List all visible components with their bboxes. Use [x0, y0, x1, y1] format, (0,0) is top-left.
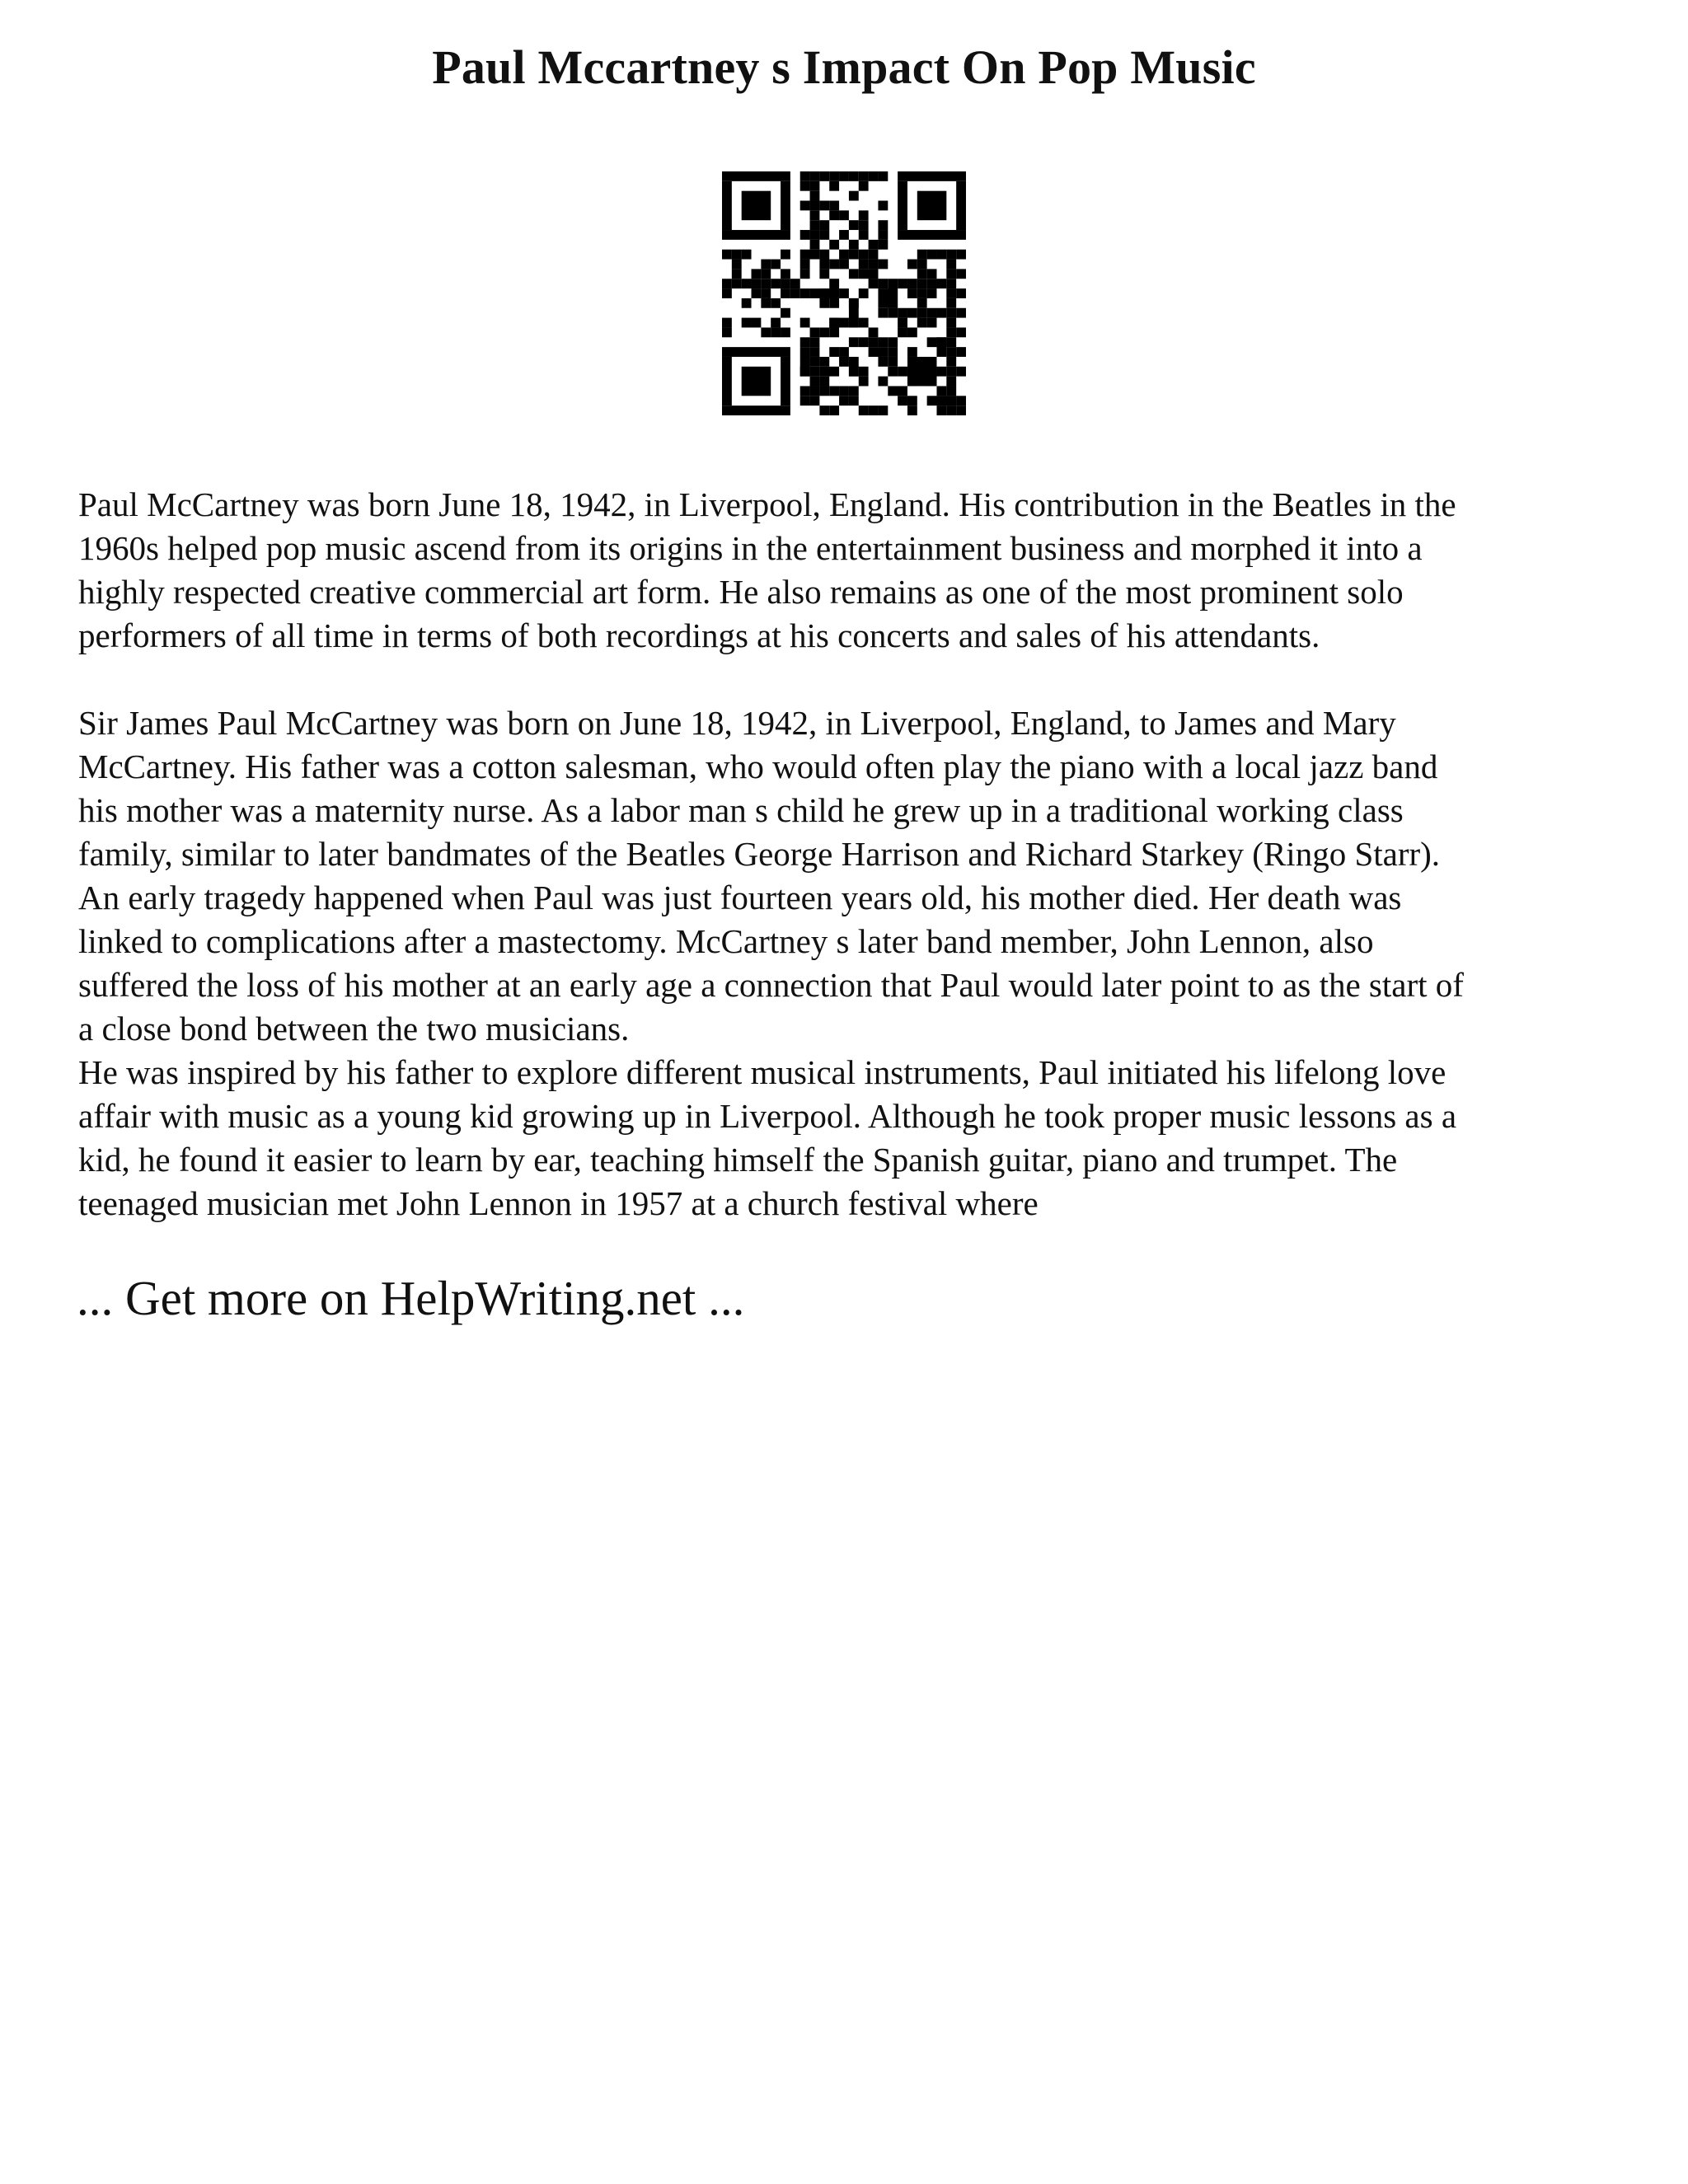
- qr-module: [849, 171, 859, 181]
- helpwriting-link[interactable]: ... Get more on HelpWriting.net ...: [77, 1271, 745, 1325]
- qr-module: [859, 337, 869, 347]
- qr-module: [810, 386, 820, 396]
- qr-module: [878, 279, 888, 288]
- qr-module: [849, 386, 859, 396]
- body-paragraph-1: Paul McCartney was born June 18, 1942, in Liverpool, England. His contribution in the Beatles in the 1960s helped pop music ascend from its origins in the entertainment business and morphed it into a highly respected creative commercial art form. He also remains as one of the most prominent solo performers of all time in terms of both recordings at his concerts and sales of his attendants.: [78, 485, 1456, 654]
- qr-module: [907, 347, 917, 357]
- qr-module: [819, 250, 829, 269]
- qr-module: [732, 260, 742, 269]
- qr-module: [781, 279, 790, 288]
- qr-module: [771, 298, 781, 308]
- qr-module: [800, 260, 810, 269]
- qr-module: [878, 171, 888, 181]
- qr-module: [936, 250, 946, 260]
- qr-module: [810, 201, 820, 211]
- qr-module: [752, 288, 762, 298]
- qr-module: [946, 327, 956, 337]
- qr-finder-top-right: [898, 230, 966, 240]
- qr-module: [761, 279, 771, 288]
- qr-module: [761, 269, 771, 279]
- qr-module: [829, 386, 839, 396]
- qr-module: [869, 171, 879, 181]
- qr-module: [859, 367, 869, 377]
- qr-module: [888, 357, 898, 367]
- qr-module: [810, 181, 820, 191]
- qr-module: [878, 260, 888, 269]
- qr-module: [829, 181, 839, 191]
- qr-module: [761, 260, 771, 269]
- qr-module: [878, 308, 888, 318]
- qr-module: [819, 377, 829, 387]
- qr-module: [859, 260, 869, 269]
- qr-finder-top-left: [722, 171, 790, 181]
- qr-module: [800, 230, 810, 240]
- qr-module: [839, 396, 849, 405]
- qr-module: [917, 279, 927, 288]
- qr-finder-top-right: [956, 181, 966, 230]
- qr-module: [946, 250, 956, 260]
- qr-module: [859, 230, 869, 240]
- qr-module: [839, 230, 849, 240]
- qr-module: [839, 210, 849, 220]
- qr-module: [936, 386, 946, 396]
- qr-module: [859, 288, 869, 298]
- qr-module: [752, 318, 762, 328]
- qr-module: [888, 337, 898, 347]
- body-paragraph-3: He was inspired by his father to explore different musical instruments, Paul initiated his lifelong love affair with music as a young kid growing up in Liverpool. Although he took proper music lessons as a kid, he found it easier to learn by ear, teaching himself the Spanish guitar, piano and trumpet. The teenaged musician met John Lennon in 1957 at a church festival where: [78, 1053, 1457, 1222]
- qr-module: [849, 250, 859, 260]
- qr-module: [781, 269, 790, 279]
- qr-module: [781, 308, 790, 318]
- qr-module: [946, 367, 956, 377]
- qr-module: [956, 405, 966, 415]
- qr-module: [956, 288, 966, 298]
- qr-module: [819, 298, 829, 308]
- qr-module: [771, 327, 781, 337]
- qr-module: [917, 298, 927, 308]
- qr-code-graphic: [722, 171, 966, 415]
- qr-finder-bottom-left: [742, 367, 771, 396]
- qr-module: [936, 279, 946, 288]
- qr-code-icon[interactable]: [722, 171, 966, 415]
- qr-module: [878, 220, 888, 230]
- qr-module: [849, 191, 859, 201]
- qr-module: [742, 250, 752, 260]
- qr-module: [859, 405, 869, 415]
- qr-module: [956, 250, 966, 260]
- qr-module: [898, 318, 907, 328]
- qr-module: [752, 269, 762, 279]
- qr-module: [917, 288, 927, 298]
- qr-module: [829, 298, 839, 308]
- qr-module: [946, 318, 956, 328]
- qr-module: [839, 288, 849, 298]
- qr-module: [722, 318, 732, 328]
- qr-module: [800, 181, 810, 191]
- qr-module: [839, 357, 849, 367]
- qr-module: [819, 327, 829, 337]
- qr-module: [829, 171, 839, 181]
- qr-module: [810, 220, 820, 230]
- qr-module: [829, 347, 839, 357]
- qr-module: [878, 337, 888, 347]
- qr-module: [800, 250, 820, 260]
- qr-module: [917, 318, 927, 328]
- qr-module: [869, 337, 879, 347]
- qr-module: [936, 308, 946, 318]
- qr-module: [888, 279, 898, 288]
- qr-module: [810, 210, 820, 220]
- qr-module: [859, 269, 879, 279]
- document-body: [78, 483, 1628, 1226]
- qr-module: [946, 377, 956, 387]
- qr-module: [907, 308, 917, 318]
- document-title: Paul Mccartney s Impact On Pop Music: [432, 40, 1256, 94]
- qr-module: [781, 288, 790, 298]
- body-paragraph-2: Sir James Paul McCartney was born on June 18, 1942, in Liverpool, England, to James and Mary McCartney. His father was a cotton salesman, who would often play the piano with a local jazz band his mother was a maternity nurse. As a labor man s child he grew up in a traditional working class family, similar to later bandmates of the Beatles George Harrison and Richard Starkey (Ringo Starr). An early tragedy happened when Paul was just fourteen years old, his mother died. Her death was linked to complications after a mastectomy. McCartney s later band member, John Lennon, also suffered the loss of his mother at an early age a connection that Paul would later point to as the start of a close bond between the two musicians.: [78, 704, 1464, 1047]
- qr-module: [722, 288, 732, 298]
- qr-module: [771, 260, 781, 269]
- qr-module: [917, 308, 927, 318]
- qr-module: [849, 357, 859, 377]
- qr-module: [790, 279, 800, 288]
- qr-module: [781, 327, 790, 337]
- qr-module: [907, 357, 937, 387]
- qr-module: [946, 298, 956, 308]
- qr-module: [839, 347, 849, 357]
- qr-module: [829, 210, 839, 220]
- qr-module: [956, 308, 966, 318]
- qr-module: [819, 230, 829, 240]
- qr-module: [849, 240, 859, 250]
- qr-module: [946, 288, 956, 298]
- qr-module: [927, 308, 937, 318]
- qr-module: [849, 337, 859, 347]
- qr-module: [859, 318, 869, 328]
- qr-finder-top-left: [742, 191, 771, 221]
- qr-finder-bottom-left: [722, 357, 732, 405]
- qr-module: [927, 288, 937, 298]
- qr-module: [956, 269, 966, 279]
- qr-module: [819, 201, 829, 211]
- qr-module: [771, 279, 781, 288]
- qr-module: [927, 250, 937, 260]
- qr-finder-top-right: [898, 181, 907, 230]
- qr-module: [878, 357, 888, 367]
- qr-module: [898, 396, 907, 405]
- qr-module: [869, 260, 879, 269]
- qr-module: [849, 396, 859, 405]
- qr-module: [829, 279, 839, 288]
- qr-module: [946, 269, 956, 279]
- qr-module: [722, 327, 732, 337]
- qr-module: [936, 405, 946, 415]
- qr-module: [810, 347, 820, 357]
- qr-module: [829, 327, 839, 337]
- qr-module: [810, 327, 820, 337]
- qr-module: [946, 357, 956, 367]
- qr-module: [917, 269, 927, 279]
- qr-module: [936, 337, 946, 357]
- qr-module: [859, 210, 869, 220]
- qr-module: [819, 386, 829, 396]
- qr-module: [859, 377, 869, 387]
- qr-module: [907, 279, 917, 288]
- qr-module: [917, 250, 927, 260]
- qr-module: [869, 240, 879, 250]
- qr-finder-top-left: [781, 181, 790, 230]
- qr-module: [839, 250, 849, 260]
- qr-module: [888, 347, 898, 357]
- qr-module: [839, 260, 849, 269]
- qr-module: [917, 260, 927, 269]
- qr-module: [829, 240, 839, 250]
- qr-module: [800, 337, 810, 347]
- qr-module: [771, 318, 781, 328]
- qr-module: [888, 367, 898, 377]
- qr-module: [927, 318, 937, 328]
- qr-module: [722, 250, 732, 260]
- qr-module: [849, 298, 859, 328]
- qr-finder-bottom-left: [781, 357, 790, 405]
- qr-module: [936, 367, 946, 377]
- qr-module: [878, 377, 888, 387]
- qr-module: [800, 288, 810, 298]
- qr-module: [732, 279, 742, 288]
- qr-module: [859, 171, 869, 181]
- qr-module: [810, 377, 820, 387]
- qr-module: [859, 250, 869, 260]
- qr-module: [946, 386, 956, 396]
- qr-module: [819, 367, 839, 377]
- qr-module: [819, 220, 829, 230]
- qr-module: [800, 201, 810, 211]
- qr-module: [946, 279, 956, 288]
- qr-module: [819, 171, 829, 181]
- qr-module: [898, 308, 907, 318]
- qr-module: [907, 327, 917, 337]
- qr-module: [761, 288, 771, 298]
- qr-module: [888, 308, 898, 318]
- qr-module: [810, 171, 820, 181]
- qr-module: [819, 357, 829, 367]
- qr-module: [810, 357, 820, 367]
- qr-module: [810, 240, 820, 250]
- qr-module: [956, 396, 966, 405]
- qr-module: [946, 405, 956, 415]
- qr-module: [849, 269, 859, 279]
- qr-module: [732, 269, 742, 279]
- qr-module: [810, 191, 820, 201]
- qr-module: [810, 396, 820, 405]
- qr-module: [898, 279, 907, 288]
- qr-finder-top-right: [917, 191, 947, 221]
- qr-module: [907, 288, 917, 298]
- qr-module: [829, 405, 839, 415]
- qr-module: [869, 347, 889, 357]
- qr-module: [810, 337, 820, 347]
- qr-module: [800, 171, 810, 181]
- qr-module: [761, 298, 771, 308]
- qr-module: [849, 220, 859, 230]
- qr-module: [927, 269, 937, 279]
- qr-module: [878, 405, 888, 415]
- qr-module: [946, 337, 956, 347]
- qr-module: [946, 347, 956, 357]
- qr-module: [839, 171, 849, 181]
- qr-module: [742, 318, 752, 328]
- qr-finder-top-left: [722, 181, 732, 230]
- qr-module: [742, 279, 752, 288]
- qr-module: [800, 396, 810, 405]
- qr-module: [810, 288, 840, 298]
- qr-module: [956, 367, 966, 377]
- qr-finder-bottom-left: [722, 347, 790, 357]
- qr-module: [956, 347, 966, 357]
- qr-module: [946, 308, 956, 318]
- qr-module: [752, 279, 762, 288]
- qr-finder-top-right: [898, 171, 966, 181]
- qr-finder-bottom-left: [722, 405, 790, 415]
- qr-module: [829, 201, 839, 211]
- qr-module: [790, 288, 800, 298]
- qr-module: [927, 337, 937, 347]
- qr-module: [800, 318, 810, 328]
- qr-module: [800, 269, 810, 279]
- qr-module: [810, 367, 820, 377]
- qr-module: [869, 250, 879, 260]
- qr-module: [956, 327, 966, 337]
- qr-module: [742, 298, 752, 308]
- qr-module: [878, 288, 898, 308]
- qr-module: [761, 327, 771, 337]
- qr-module: [869, 279, 879, 288]
- qr-module: [732, 250, 742, 260]
- qr-module: [927, 279, 937, 288]
- qr-module: [819, 405, 829, 415]
- qr-module: [829, 318, 849, 328]
- qr-module: [859, 220, 869, 230]
- qr-module: [898, 327, 907, 337]
- qr-module: [722, 279, 732, 288]
- qr-module: [888, 386, 907, 396]
- qr-module: [878, 240, 888, 250]
- qr-module: [800, 347, 810, 377]
- qr-module: [878, 201, 888, 211]
- qr-module: [878, 230, 888, 240]
- qr-module: [781, 250, 790, 260]
- qr-module: [869, 405, 879, 415]
- qr-module: [907, 260, 917, 269]
- qr-module: [819, 269, 829, 279]
- qr-module: [839, 386, 849, 396]
- qr-module: [946, 260, 956, 269]
- qr-finder-top-left: [722, 230, 790, 240]
- qr-module: [869, 327, 879, 337]
- qr-module: [898, 367, 907, 377]
- qr-module: [810, 230, 820, 240]
- qr-module: [829, 260, 839, 269]
- qr-module: [859, 181, 869, 191]
- qr-module: [907, 405, 917, 415]
- qr-module: [800, 386, 810, 396]
- qr-module: [907, 396, 917, 405]
- qr-module: [927, 396, 957, 405]
